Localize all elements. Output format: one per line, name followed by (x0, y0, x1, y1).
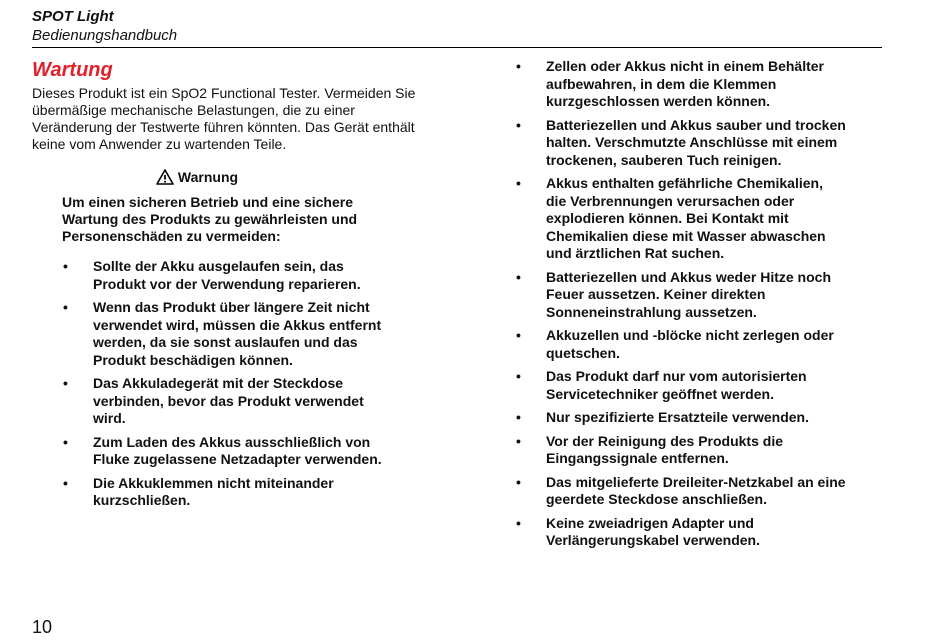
bullet: • (516, 58, 521, 74)
bullet: • (516, 116, 521, 133)
list-item (32, 258, 393, 293)
list-item (515, 474, 846, 509)
warning-heading-label: Warnung (177, 169, 239, 185)
list-item (515, 433, 846, 468)
list-item (515, 58, 846, 111)
bullet: • (63, 474, 68, 491)
list-item (515, 368, 846, 403)
list-item-text: Nur spezifizierte Ersatzteile verwenden. (546, 409, 809, 425)
product-name: SPOT Light (32, 8, 114, 25)
list-item-text: Das mitgelieferte Dreileiter-Netzkabel an eine geerdete Steckdose anschließen. (546, 473, 846, 507)
section-title: Wartung (32, 59, 113, 81)
bullet: • (63, 299, 68, 315)
bullet: • (516, 368, 521, 384)
warning-intro: Um einen sicheren Betrieb und eine sichere Wartung des Produkts zu gewährleisten und Personenschäden zu vermeiden: (62, 194, 358, 244)
list-item-text: Batteriezellen und Akkus sauber und trocken halten. Verschmutzte Anschlüsse mit einem trockenen, sauberen Tuch reinigen. (546, 116, 846, 168)
bullet: • (516, 268, 521, 285)
list-item (515, 269, 846, 322)
warning-triangle-icon (156, 169, 174, 185)
list-item (515, 175, 846, 263)
list-item-text: Vor der Reinigung des Produkts die Eingangssignale entfernen. (546, 432, 783, 466)
list-item (515, 409, 846, 427)
list-item-text: Sollte der Akku ausgelaufen sein, das Produkt vor der Verwendung reparieren. (93, 258, 361, 292)
manual-title: Bedienungshandbuch (32, 27, 178, 44)
list-item-text: Akkuzellen und -blöcke nicht zerlegen oder quetschen. (546, 327, 834, 361)
bullet: • (516, 409, 521, 425)
list-item-text: Batteriezellen und Akkus weder Hitze noch Feuer aussetzen. Keiner direkten Sonneneinstrahlung aussetzen. (546, 268, 831, 320)
bullet: • (516, 175, 521, 191)
bullet: • (516, 327, 521, 343)
bullet: • (63, 375, 68, 391)
list-item-text: Wenn das Produkt über längere Zeit nicht verwendet wird, müssen die Akkus entfernt werden, da sie sonst auslaufen und das Produkt beschädigen können. (93, 299, 382, 368)
list-item (515, 515, 846, 550)
list-item (515, 117, 846, 170)
list-item (32, 434, 393, 469)
warning-list-left (32, 258, 432, 510)
bullet: • (516, 473, 521, 490)
list-item (32, 375, 393, 428)
header-rule (32, 47, 882, 48)
page-header (32, 7, 177, 45)
list-item-text: Die Akkuklemmen nicht miteinander kurzschließen. (93, 474, 334, 508)
list-item (32, 475, 393, 510)
list-item-text: Keine zweiadrigen Adapter und Verlängerungskabel verwenden. (546, 514, 760, 548)
list-item (515, 327, 846, 362)
list-item-text: Zellen oder Akkus nicht in einem Behälter aufbewahren, in dem die Klemmen kurzgeschlossen werden können. (546, 58, 824, 109)
page-number: 10 (32, 617, 53, 637)
warning-list-right (515, 58, 855, 550)
list-item-text: Zum Laden des Akkus ausschließlich von Fluke zugelassene Netzadapter verwenden. (93, 433, 382, 467)
section-intro: Dieses Produkt ist ein SpO2 Functional Tester. Vermeiden Sie übermäßige mechanische Belastungen, die zu einer Veränderung der Testwerte führen könnten. Das Gerät enthält keine vom Anwender zu wartenden Teile. (32, 85, 416, 152)
warning-heading (32, 169, 362, 186)
bullet: • (63, 433, 68, 450)
list-item-text: Akkus enthalten gefährliche Chemikalien, die Verbrennungen verursachen oder explodieren können. Bei Kontakt mit Chemikalien diese mit Wasser abwaschen und ärztlichen Rat suchen. (546, 175, 826, 261)
bullet: • (516, 432, 521, 449)
list-item-text: Das Akkuladegerät mit der Steckdose verbinden, bevor das Produkt verwendet wird. (93, 375, 364, 426)
list-item (32, 299, 393, 369)
bullet: • (516, 514, 521, 531)
left-column (32, 58, 432, 516)
bullet: • (63, 258, 68, 274)
right-column (515, 58, 855, 556)
list-item-text: Das Produkt darf nur vom autorisierten Servicetechniker geöffnet werden. (546, 368, 807, 402)
